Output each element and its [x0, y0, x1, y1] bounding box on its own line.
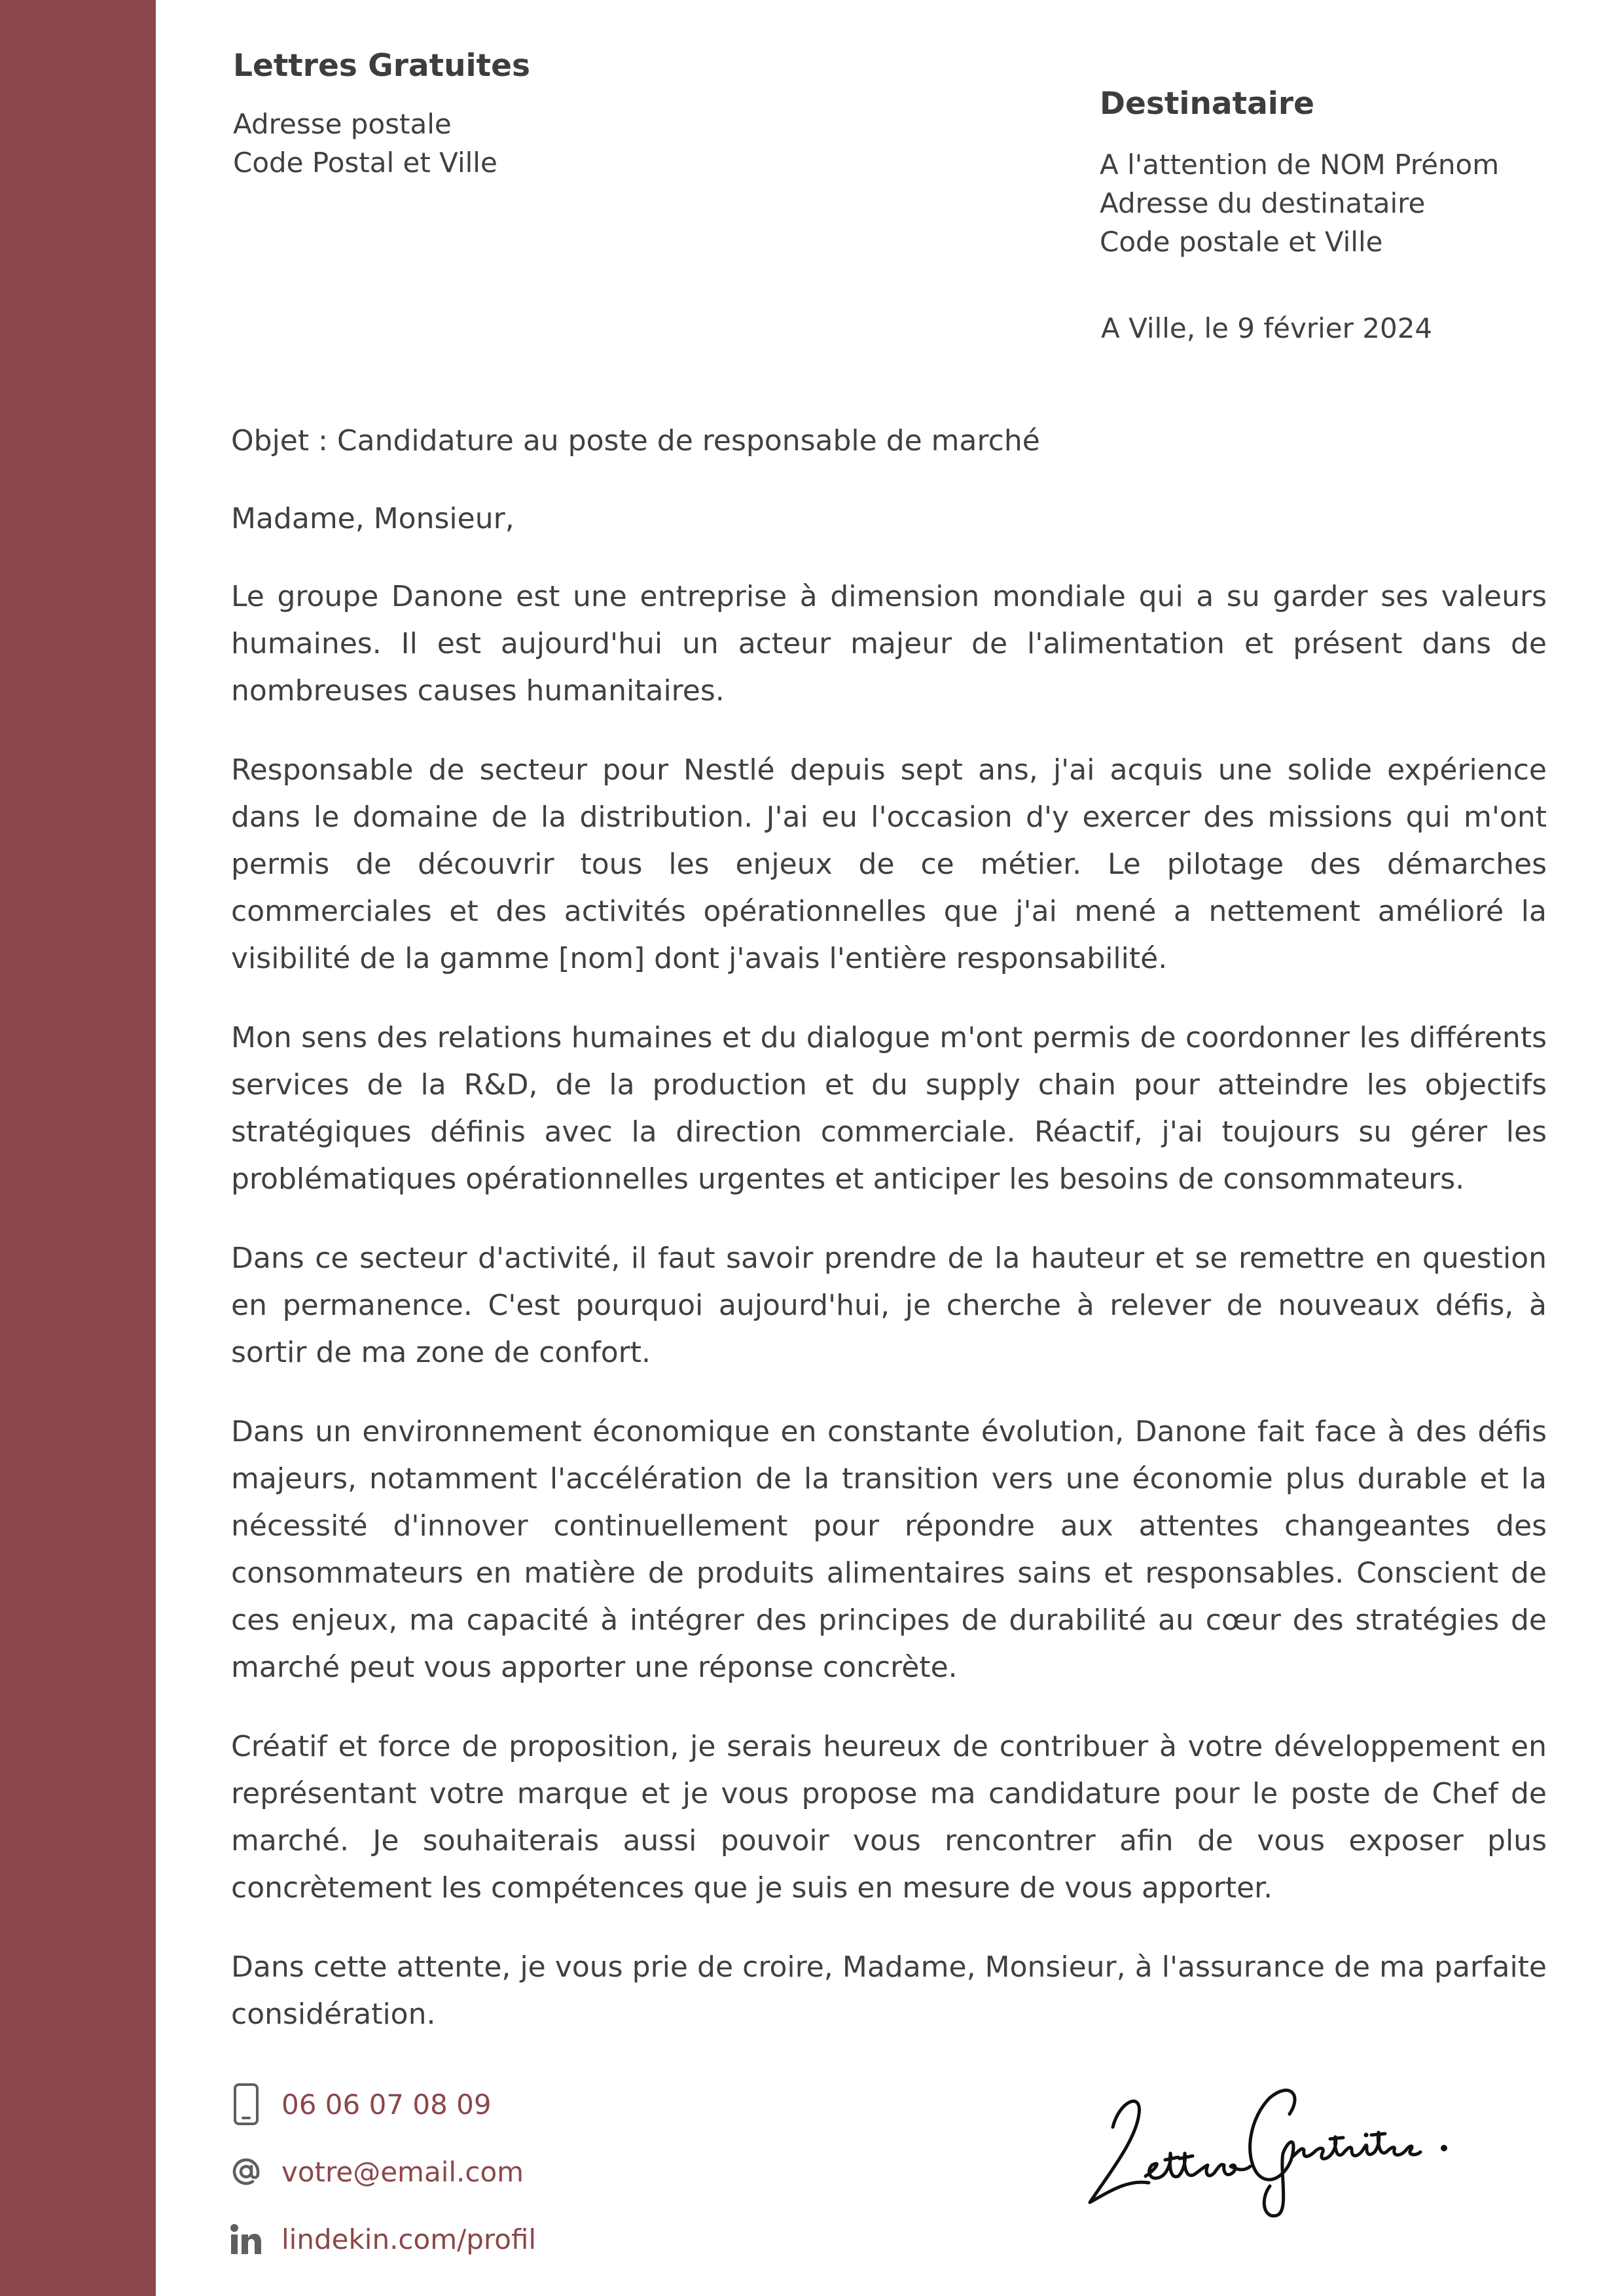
paragraph-3: Mon sens des relations humaines et du dialogue m'ont permis de coordonner les différents services de la R&D, de la production et du supply chain pour atteindre les objectifs stratégiques définis avec la direction commerciale. Réactif, j'ai toujours su gérer les problématiques opérationnelles urgentes et anticiper les besoins de consommateurs.	[231, 1021, 1547, 1196]
contact-linkedin	[229, 2216, 536, 2262]
paragraph-2: Responsable de secteur pour Nestlé depuis sept ans, j'ai acquis une solide expérience dans le domaine de la distribution. J'ai eu l'occasion d'y exercer des missions qui m'ont permis de découvrir tous les enjeux de ce métier. Le pilotage des démarches commerciales et des activités opérationnelles que j'ai mené a nettement amélioré la visibilité de la gamme [nom] dont j'avais l'entière responsabilité.	[231, 753, 1547, 975]
letter-subject: Objet : Candidature au poste de responsable de marché	[231, 424, 1040, 457]
recipient-line3: Code postale et Ville	[1100, 226, 1383, 258]
letter-body	[231, 418, 1547, 2070]
sender-block	[233, 46, 530, 182]
phone-icon	[229, 2081, 263, 2127]
recipient-block	[1100, 84, 1499, 261]
sender-address-line1: Adresse postale	[233, 108, 452, 140]
email-address[interactable]: votre@email.com	[281, 2155, 524, 2188]
letter-salutation: Madame, Monsieur,	[231, 502, 514, 535]
contact-list	[229, 2081, 536, 2284]
sender-name: Lettres Gratuites	[233, 48, 530, 84]
linkedin-icon	[229, 2216, 263, 2262]
phone-number[interactable]: 06 06 07 08 09	[281, 2088, 492, 2121]
paragraph-5: Dans un environnement économique en constante évolution, Danone fait face à des défis majeurs, notamment l'accélération de la transition vers une économie plus durable et la nécessité d'innover continuellement pour répondre aux attentes changeantes des consommateurs en matière de produits alimentaires sains et responsables. Conscient de ces enjeux, ma capacité à intégrer des principes de durabilité au cœur des stratégies de marché peut vous apporter une réponse concrète.	[231, 1415, 1547, 1684]
signature	[1074, 2062, 1466, 2219]
contact-phone	[229, 2081, 536, 2127]
paragraph-1: Le groupe Danone est une entreprise à dimension mondiale qui a su garder ses valeurs humaines. Il est aujourd'hui un acteur majeur de l'alimentation et présent dans de nombreuses causes humanitaires.	[231, 580, 1547, 708]
recipient-title: Destinataire	[1100, 86, 1314, 122]
letter-date: A Ville, le 9 février 2024	[1101, 312, 1433, 344]
at-sign-icon	[229, 2149, 263, 2195]
sidebar-decoration	[0, 0, 156, 2296]
recipient-line1: A l'attention de NOM Prénom	[1100, 149, 1500, 181]
paragraph-closing: Dans cette attente, je vous prie de croire, Madame, Monsieur, à l'assurance de ma parfaite considération.	[231, 1950, 1547, 2031]
paragraph-4: Dans ce secteur d'activité, il faut savoir prendre de la hauteur et se remettre en question en permanence. C'est pourquoi aujourd'hui, je cherche à relever de nouveaux défis, à sortir de ma zone de confort.	[231, 1242, 1547, 1369]
linkedin-profile-link[interactable]: lindekin.com/profil	[281, 2223, 537, 2255]
contact-email	[229, 2149, 536, 2195]
recipient-line2: Adresse du destinataire	[1100, 187, 1426, 219]
sender-address-line2: Code Postal et Ville	[233, 147, 497, 179]
paragraph-6: Créatif et force de proposition, je serais heureux de contribuer à votre développement en représentant votre marque et je vous propose ma candidature pour le poste de Chef de marché. Je souhaiterais aussi pouvoir vous rencontrer afin de vous exposer plus concrètement les compétences que je suis en mesure de vous apporter.	[231, 1730, 1547, 1905]
